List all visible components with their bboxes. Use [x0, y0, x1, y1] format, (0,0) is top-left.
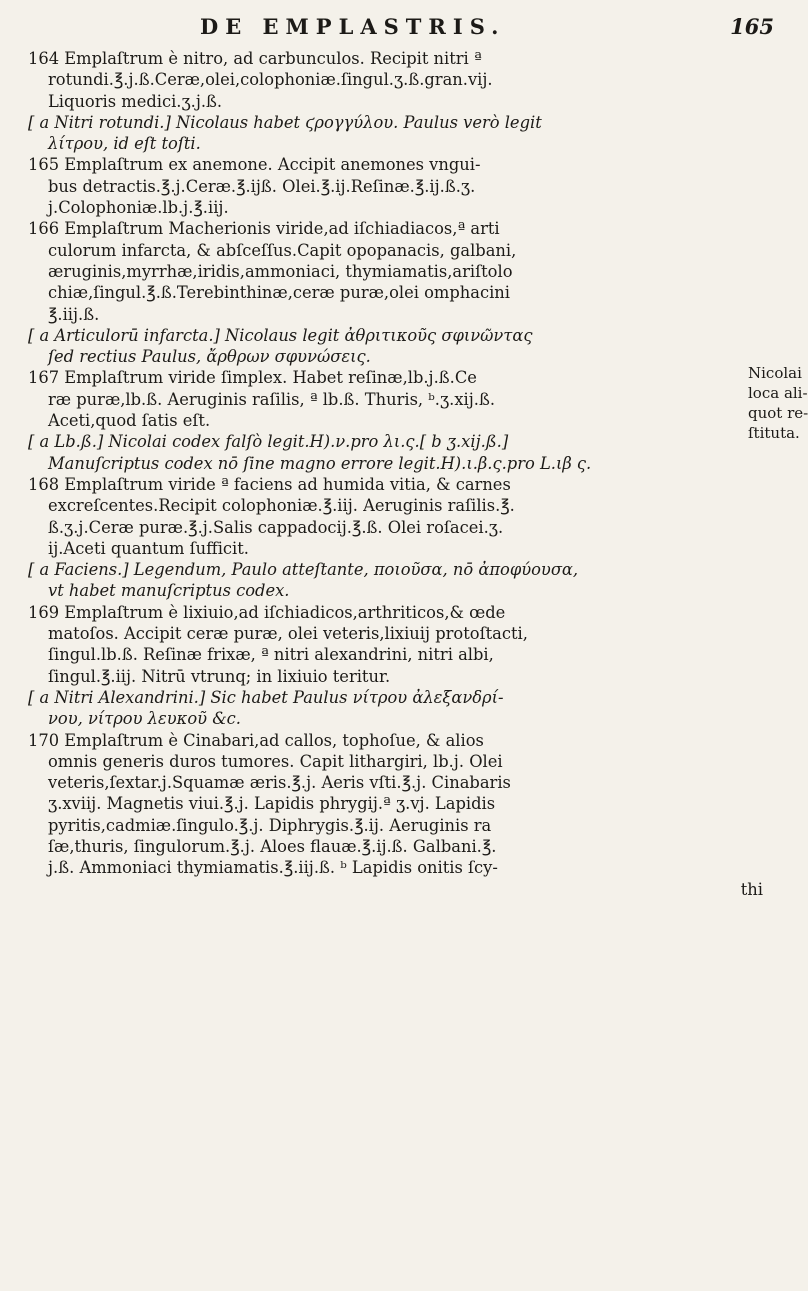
entry-166-line: ℥.iij.ß. — [48, 304, 100, 324]
entry-169-line: matoſos. Accipit ceræ puræ, olei veteris,lixiuij protoſtacti, — [48, 624, 528, 644]
margin-note — [748, 363, 808, 443]
entry-165-line: bus detractis.℥.j.Ceræ.℥.ijß. Olei.℥.ij.Reſinæ.℥.ij.ß.ʒ. — [48, 176, 476, 196]
entry-167-line: ræ puræ,lb.ß. Aeruginis raſilis, ª lb.ß. Thuris, ᵇ.ʒ.xij.ß. — [48, 389, 496, 409]
annotation-line: [ a Nitri Alexandrini.] Sic habet Paulus νίτρου ἀλεξανδρί- — [28, 687, 504, 707]
entry-165-line: 165 Emplaſtrum ex anemone. Accipit anemones vngui- — [28, 155, 481, 175]
entry-169-line: 169 Emplaſtrum è lixiuio,ad iſchiadicos,arthriticos,& œde — [28, 602, 506, 622]
margin-note-line: loca ali- — [748, 384, 808, 402]
entry-169-line: ſingul.℥.iij. Nitrū vtrunq; in lixiuio teritur. — [48, 666, 391, 686]
entry-168-line: 168 Emplaſtrum viride ª faciens ad humida vitia, & carnes — [28, 474, 511, 494]
entry-170-line: 170 Emplaſtrum è Cinabari,ad callos, tophoſue, & alios — [28, 730, 484, 750]
entry-167-line: Aceti,quod ſatis eſt. — [48, 411, 211, 431]
entry-167-line: 167 Emplaſtrum viride ſimplex. Habet reſinæ,lb.j.ß.Ce — [28, 368, 477, 388]
annotation-line: λίτρου, id eſt toſti. — [48, 134, 201, 154]
page-number: 165 — [730, 14, 774, 39]
entry-170-line: pyritis,cadmiæ.ſingulo.℥.j. Diphrygis.℥.ij. Aeruginis ra — [48, 815, 492, 835]
entry-170-line: ʒ.xviij. Magnetis viui.℥.j. Lapidis phrygij.ª ʒ.vj. Lapidis — [48, 794, 496, 814]
annotation-line: [ a Nitri rotundi.] Nicolaus habet ϛρογγύλου. Paulus verò legit — [28, 112, 542, 132]
entry-166-line: culorum infarcta, & abſceſſus.Capit opopanacis, galbani, — [48, 240, 517, 260]
margin-note-line: quot re- — [748, 404, 808, 422]
body-text — [28, 48, 763, 900]
annotation-line: [ a Lb.ß.] Nicolai codex falſò legit.H).ν.pro λι.ς.[ b ʒ.xij.ß.] — [28, 432, 509, 452]
annotation-line: vt habet manuſcriptus codex. — [48, 581, 290, 601]
entry-166-line: chiæ,ſingul.℥.ß.Terebinthinæ,ceræ puræ,olei omphacini — [48, 283, 510, 303]
annotation-line: νου, νίτρου λευκοῦ &c. — [48, 709, 241, 729]
entry-170-line: j.ß. Ammoniaci thymiamatis.℥.iij.ß. ᵇ Lapidis onitis ſcy- — [48, 858, 498, 878]
entry-164-line: 164 Emplaſtrum è nitro, ad carbunculos. Recipit nitri ª — [28, 49, 482, 68]
annotation-line: [ a Articulorū infarcta.] Nicolaus legit ἀθριτικοῦς σφινῶντας — [28, 325, 533, 345]
entry-165-line: j.Colophoniæ.lb.j.℥.iij. — [48, 198, 229, 218]
entry-169-line: ſingul.lb.ß. Reſinæ frixæ, ª nitri alexandrini, nitri albi, — [48, 645, 494, 665]
entry-166-line: æruginis,myrrhæ,iridis,ammoniaci, thymiamatis,ariſtolo — [48, 261, 513, 281]
entry-170-line: omnis generis duros tumores. Capit lithargiri, lb.j. Olei — [48, 751, 503, 771]
annotation-line: Manuſcriptus codex nō ſine magno errore legit.H).ι.β.ς.pro L.ιβ ς. — [48, 453, 592, 473]
entry-168-line: excreſcentes.Recipit colophoniæ.℥.iij. Aeruginis raſilis.℥. — [48, 496, 515, 516]
running-header: DE EMPLASTRIS. — [200, 14, 506, 39]
annotation-line: ſed rectius Paulus, ἄρθρων σφυνώσεις. — [48, 347, 371, 367]
entry-170-line: ſæ,thuris, ſingulorum.℥.j. Aloes flauæ.℥.ij.ß. Galbani.℥. — [48, 836, 497, 856]
catchword: thi — [740, 879, 763, 899]
annotation-line: [ a Faciens.] Legendum, Paulo atteſtante, ποιοῦσα, nō ἀποφύουσα, — [28, 560, 579, 580]
entry-170-line: veteris,ſextar.j.Squamæ æris.℥.j. Aeris vſti.℥.j. Cinabaris — [48, 773, 511, 793]
margin-note-line: Nicolai — [748, 364, 802, 382]
entry-166-line: 166 Emplaſtrum Macherionis viride,ad iſchiadiacos,ª arti — [28, 219, 500, 239]
entry-164-line: Liquoris medici.ʒ.j.ß. — [48, 91, 223, 111]
entry-164-line: rotundi.℥.j.ß.Ceræ,olei,colophoniæ.ſingul.ʒ.ß.gran.vij. — [48, 70, 493, 90]
entry-168-line: ß.ʒ.j.Ceræ puræ.℥.j.Salis cappadocij.℥.ß. Olei roſacei.ʒ. — [48, 517, 504, 537]
margin-note-line: ſtituta. — [748, 424, 800, 442]
entry-168-line: ij.Aceti quantum ſufficit. — [48, 538, 249, 558]
